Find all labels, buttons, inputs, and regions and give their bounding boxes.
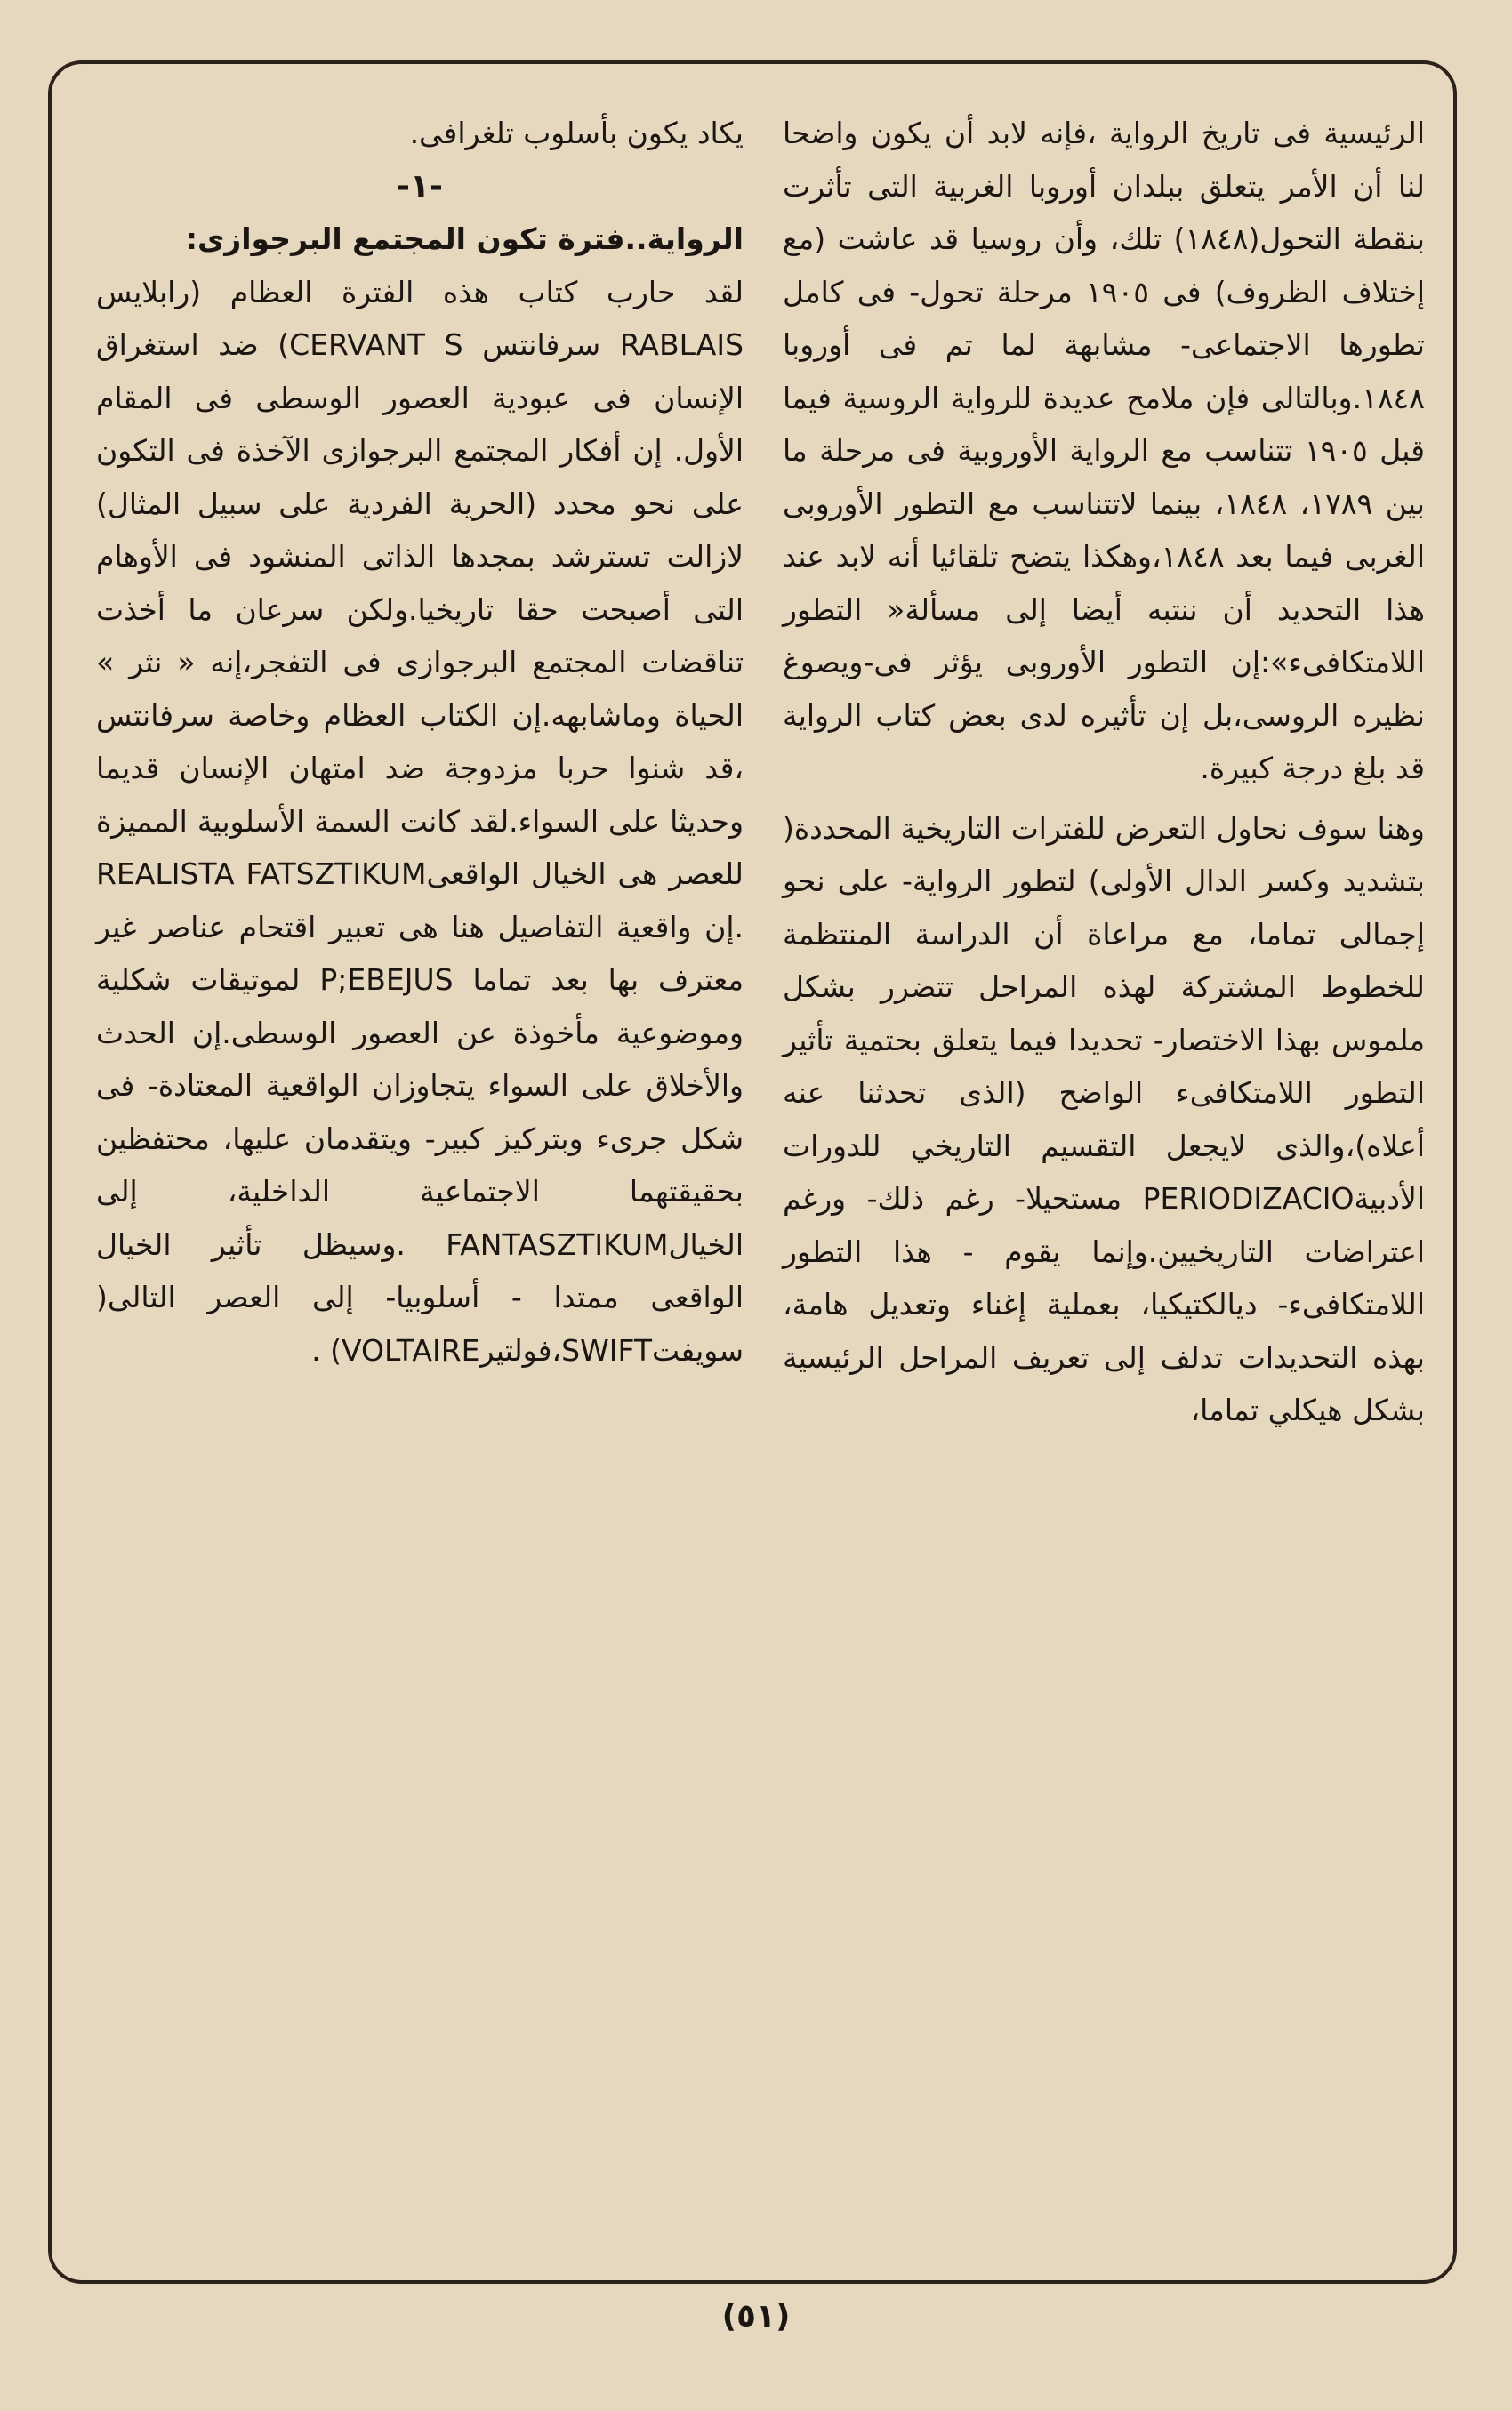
paragraph: يكاد يكون بأسلوب تلغرافى. (409, 116, 744, 150)
paragraph: الرئيسية فى تاريخ الرواية ،فإنه لابد أن يكون واضحا لنا أن الأمر يتعلق ببلدان أوروبا الغربية التى تأثرت بنقطة التحول(١٨٤٨) تلك، وأن روسيا قد عاشت (مع إختلاف الظروف) فى ١٩٠٥ مرحلة تحول- فى كامل تطورها الاجتماعى- مشابهة لما تم فى أوروبا ١٨٤٨.وبالتالى فإن ملامح عديدة للرواية الروسية فيما قبل ١٩٠٥ تتناسب مع الرواية الأوروبية فى مرحلة ما بين ١٧٨٩، ١٨٤٨، بينما لاتتناسب مع التطور الأوروبى الغربى فيما بعد ١٨٤٨،وهكذا يتضح تلقائيا أنه لابد عند هذا التحديد أن ننتبه أيضا إلى مسألة« التطور اللامتكافىء»:إن التطور الأوروبى يؤثر فى-ويصوغ نظيره الروسى،بل إن تأثيره لدى بعض كتاب الرواية قد بلغ درجة كبيرة. (783, 116, 1425, 785)
section-title: الرواية..فترة تكون المجتمع البرجوازى: (185, 221, 744, 256)
left-text-column (96, 107, 744, 1377)
right-text-column (783, 107, 1425, 1437)
paragraph: وهنا سوف نحاول التعرض للفترات التاريخية المحددة( بتشديد وكسر الدال الأولى) لتطور الرواية- على نحو إجمالى تماما، مع مراعاة أن الدراسة المنتظمة للخطوط المشتركة لهذه المراحل تتضرر بشكل ملموس بهذا الاختصار- تحديدا فيما يتعلق بحتمية تأثير التطور اللامتكافىء الواضح (الذى تحدثنا عنه أعلاه)،والذى لايجعل التقسيم التاريخي للدورات الأدبيةPERIODIZACIO مستحيلا- رغم ذلك- ورغم اعتراضات التاريخيين.وإنما يقوم - هذا التطور اللامتكافىء- ديالكتيكيا، بعملية إغناء وتعديل هامة، بهذه التحديدات تدلف إلى تعريف المراحل الرئيسية بشكل هيكلي تماما، (783, 810, 1425, 1427)
section-number: -١- (397, 167, 443, 205)
page-number: (٥١) (721, 2298, 791, 2335)
paragraph: لقد حارب كتاب هذه الفترة العظام (رابلايس RABLAIS سرفانتس CERVANT S) ضد استغراق الإنسان فى عبودية العصور الوسطى فى المقام الأول. إن أفكار المجتمع البرجوازى الآخذة فى التكون على نحو محدد (الحرية الفردية على سبيل المثال) لازالت تسترشد بمجدها الذاتى المنشود فى الأوهام التى أصبحت حقا تاريخيا.ولكن سرعان ما أخذت تناقضات المجتمع البرجوازى فى التفجر،إنه « نثر » الحياة وماشابهه.إن الكتاب العظام وخاصة سرفانتس ،قد شنوا حربا مزدوجة ضد امتهان الإنسان قديما وحديثا على السواء.لقد كانت السمة الأسلوبية المميزة للعصر هى الخيال الواقعىREALISTA FATSZTIKUM .إن واقعية التفاصيل هنا هى تعبير اقتحام عناصر غير معترف بها بعد تماما P;EBEJUS لموتيقات شكلية وموضوعية مأخوذة عن العصور الوسطى.إن الحدث والأخلاق على السواء يتجاوزان الواقعية المعتادة- فى شكل جرىء وبتركيز كبير- ويتقدمان عليها، محتفظين بحقيقتهما الاجتماعية الداخلية، إلى الخيالFANTASZTIKUM .وسيظل تأثير الخيال الواقعى ممتدا - أسلوبيا- إلى العصر التالى( سويفتSWIFT،فولتيرVOLTAIRE) . (96, 274, 744, 1368)
